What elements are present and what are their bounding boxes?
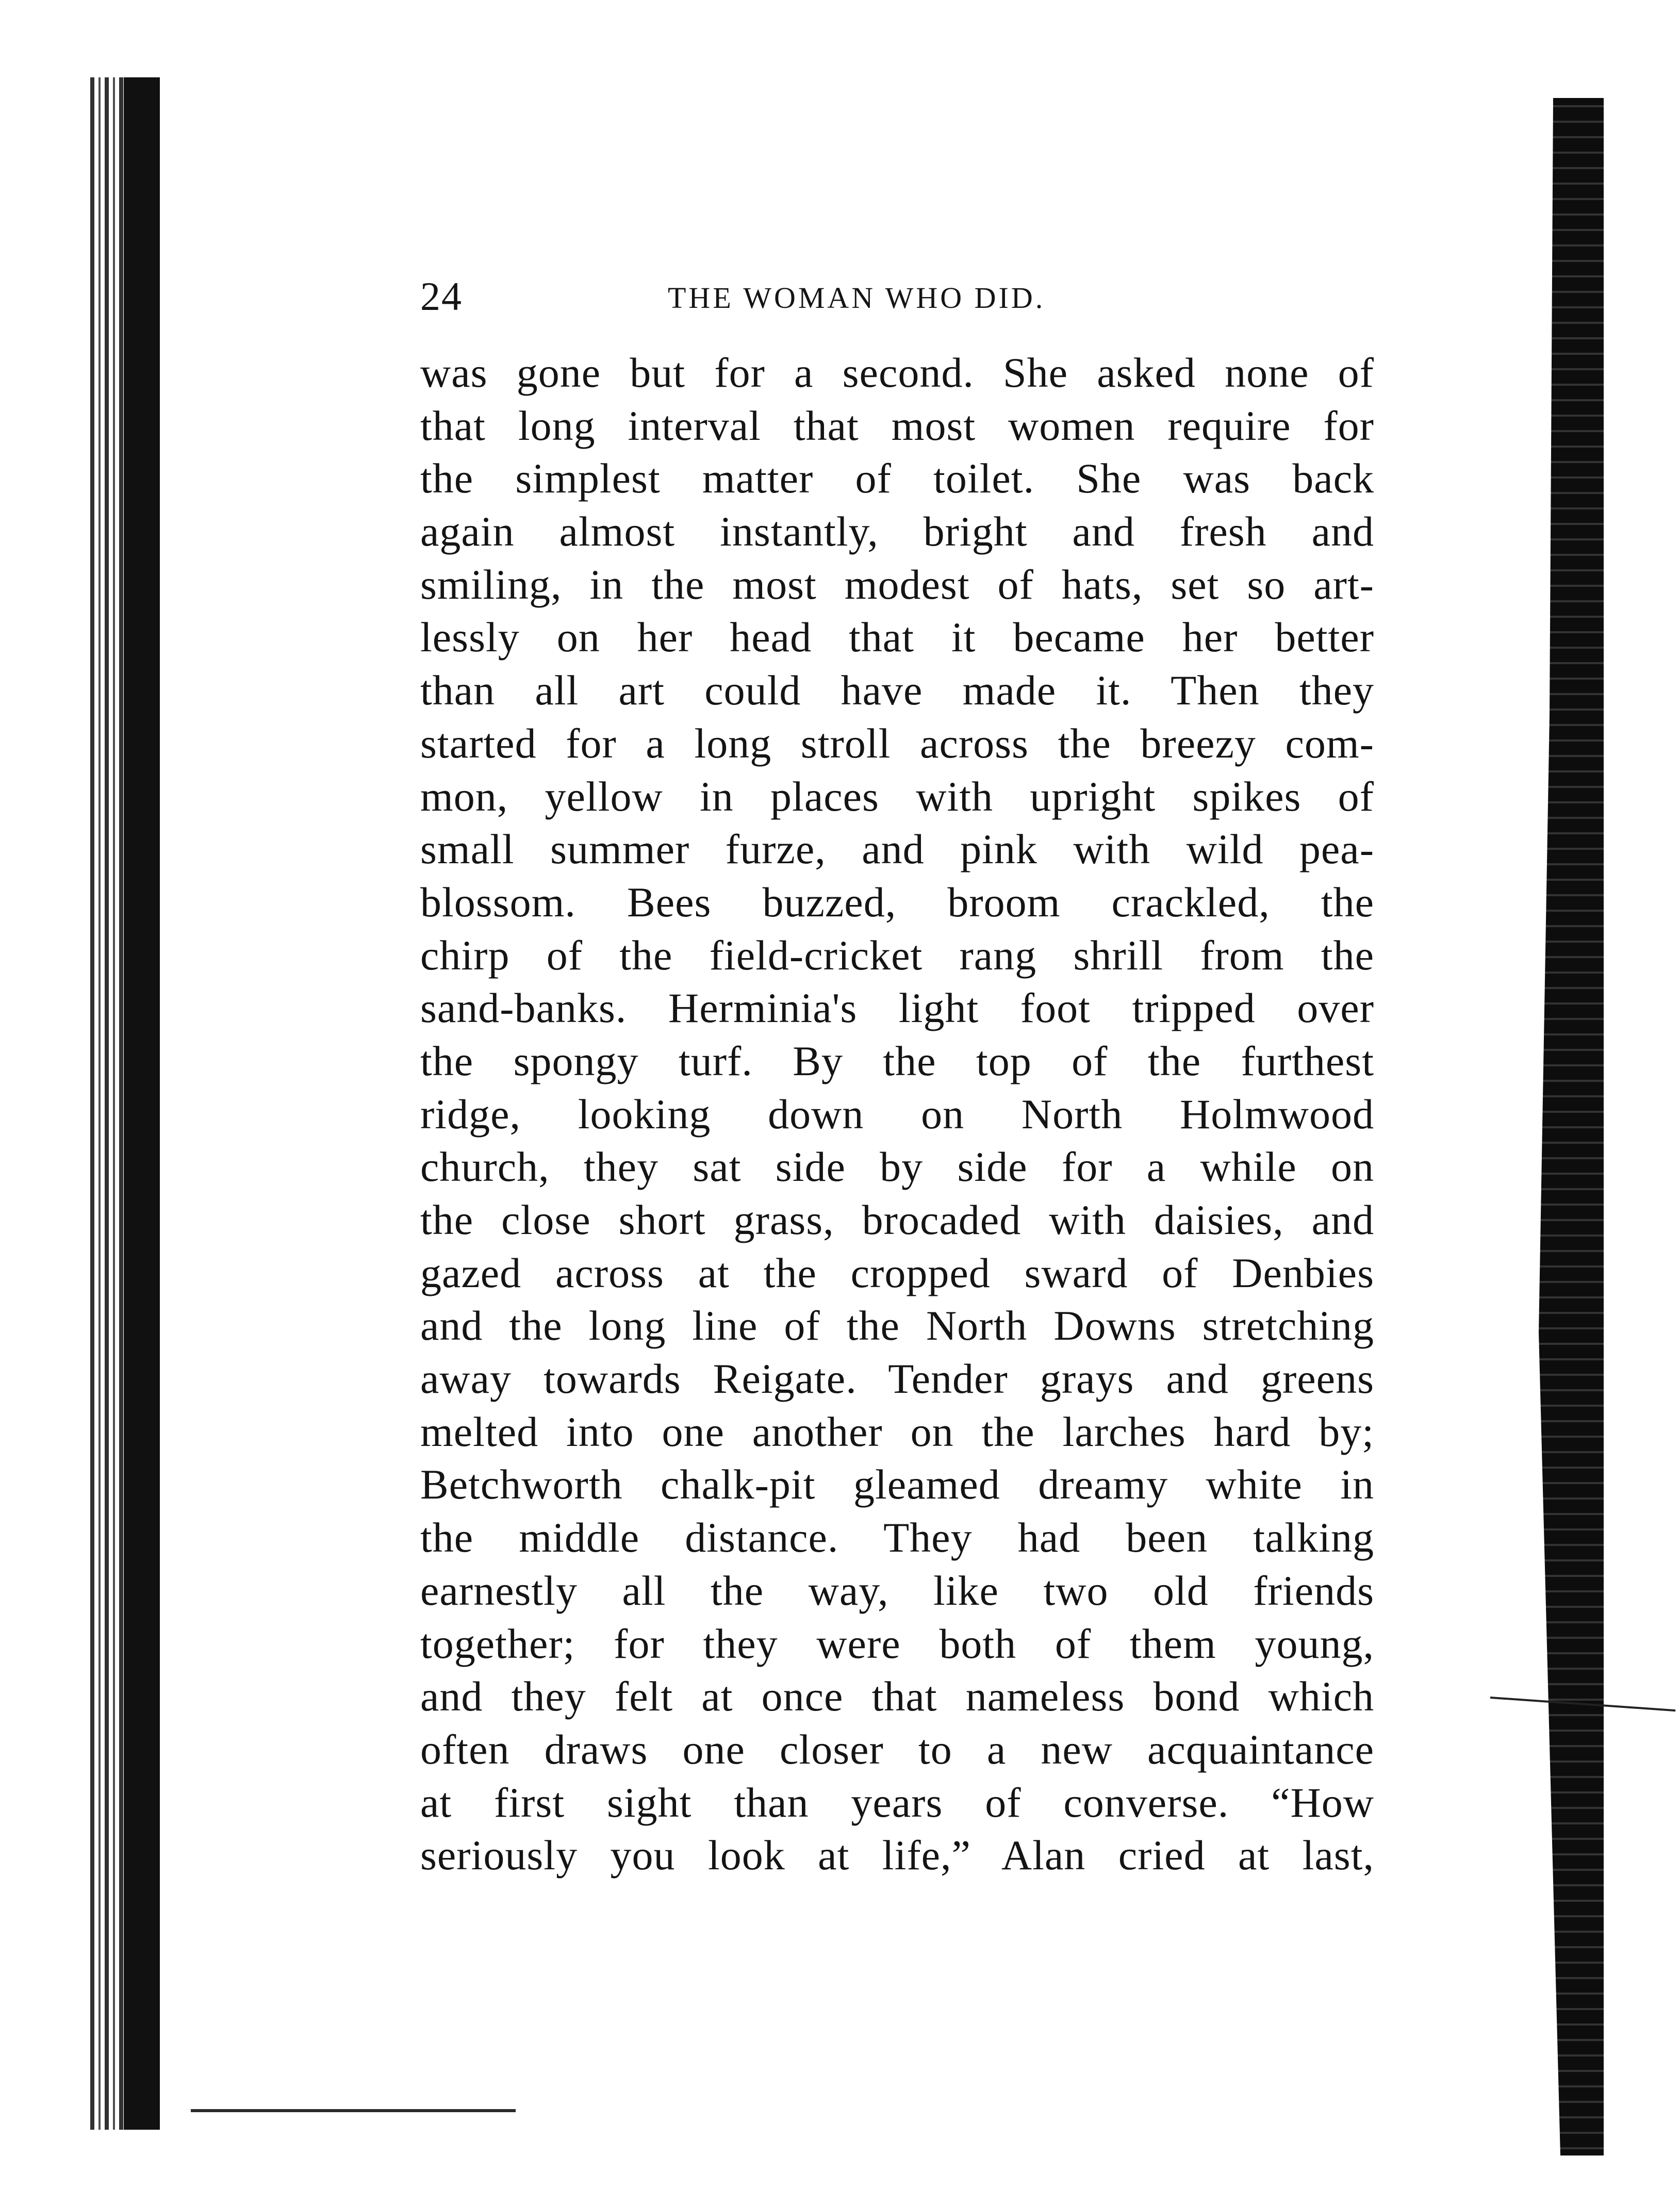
running-title: THE WOMAN WHO DID. — [668, 281, 1046, 315]
text-line: than all art could have made it. Then they — [420, 667, 1374, 714]
text-line: and they felt at once that nameless bond which — [420, 1673, 1374, 1720]
bottom-edge-line — [191, 2109, 516, 2112]
text-line: that long interval that most women require for — [420, 402, 1374, 449]
text-line: earnestly all the way, like two old friends — [420, 1567, 1374, 1614]
text-line: the spongy turf. By the top of the furthest — [420, 1037, 1374, 1084]
left-binding-shadow — [124, 77, 160, 2130]
text-line: started for a long stroll across the breezy com- — [420, 719, 1374, 767]
text-line: together; for they were both of them young, — [420, 1620, 1374, 1667]
text-line: seriously you look at life,” Alan cried at last, — [420, 1832, 1374, 1879]
text-line: Betchworth chalk-pit gleamed dreamy white in — [420, 1461, 1374, 1508]
text-line: at first sight than years of converse. “How — [420, 1779, 1374, 1826]
text-line: and the long line of the North Downs stretching — [420, 1302, 1374, 1350]
text-line: ridge, looking down on North Holmwood — [420, 1090, 1374, 1138]
text-line: blossom. Bees buzzed, broom crackled, the — [420, 878, 1374, 926]
text-line: often draws one closer to a new acquaintance — [420, 1725, 1374, 1773]
text-line: the close short grass, brocaded with daisies, and — [420, 1196, 1374, 1243]
text-line: the middle distance. They had been talking — [420, 1514, 1374, 1561]
text-line: church, they sat side by side for a while on — [420, 1143, 1374, 1191]
text-line: chirp of the field-cricket rang shrill from the — [420, 931, 1374, 979]
right-page-edge — [1531, 98, 1604, 2155]
text-line: mon, yellow in places with upright spikes of — [420, 772, 1374, 820]
text-line: lessly on her head that it became her better — [420, 614, 1374, 661]
text-line: small summer furze, and pink with wild pea- — [420, 826, 1374, 873]
text-line: sand-banks. Herminia's light foot tripped over — [420, 984, 1374, 1032]
text-line: away towards Reigate. Tender grays and greens — [420, 1355, 1374, 1403]
text-line: the simplest matter of toilet. She was back — [420, 455, 1374, 502]
text-line: melted into one another on the larches hard by; — [420, 1408, 1374, 1455]
text-line: gazed across at the cropped sward of Denbies — [420, 1249, 1374, 1296]
running-head — [420, 273, 1374, 320]
text-line: again almost instantly, bright and fresh and — [420, 508, 1374, 555]
text-line: was gone but for a second. She asked none of — [420, 349, 1374, 396]
text-line: smiling, in the most modest of hats, set so art- — [420, 561, 1374, 608]
page-number: 24 — [420, 274, 463, 319]
body-text — [420, 347, 1374, 1882]
